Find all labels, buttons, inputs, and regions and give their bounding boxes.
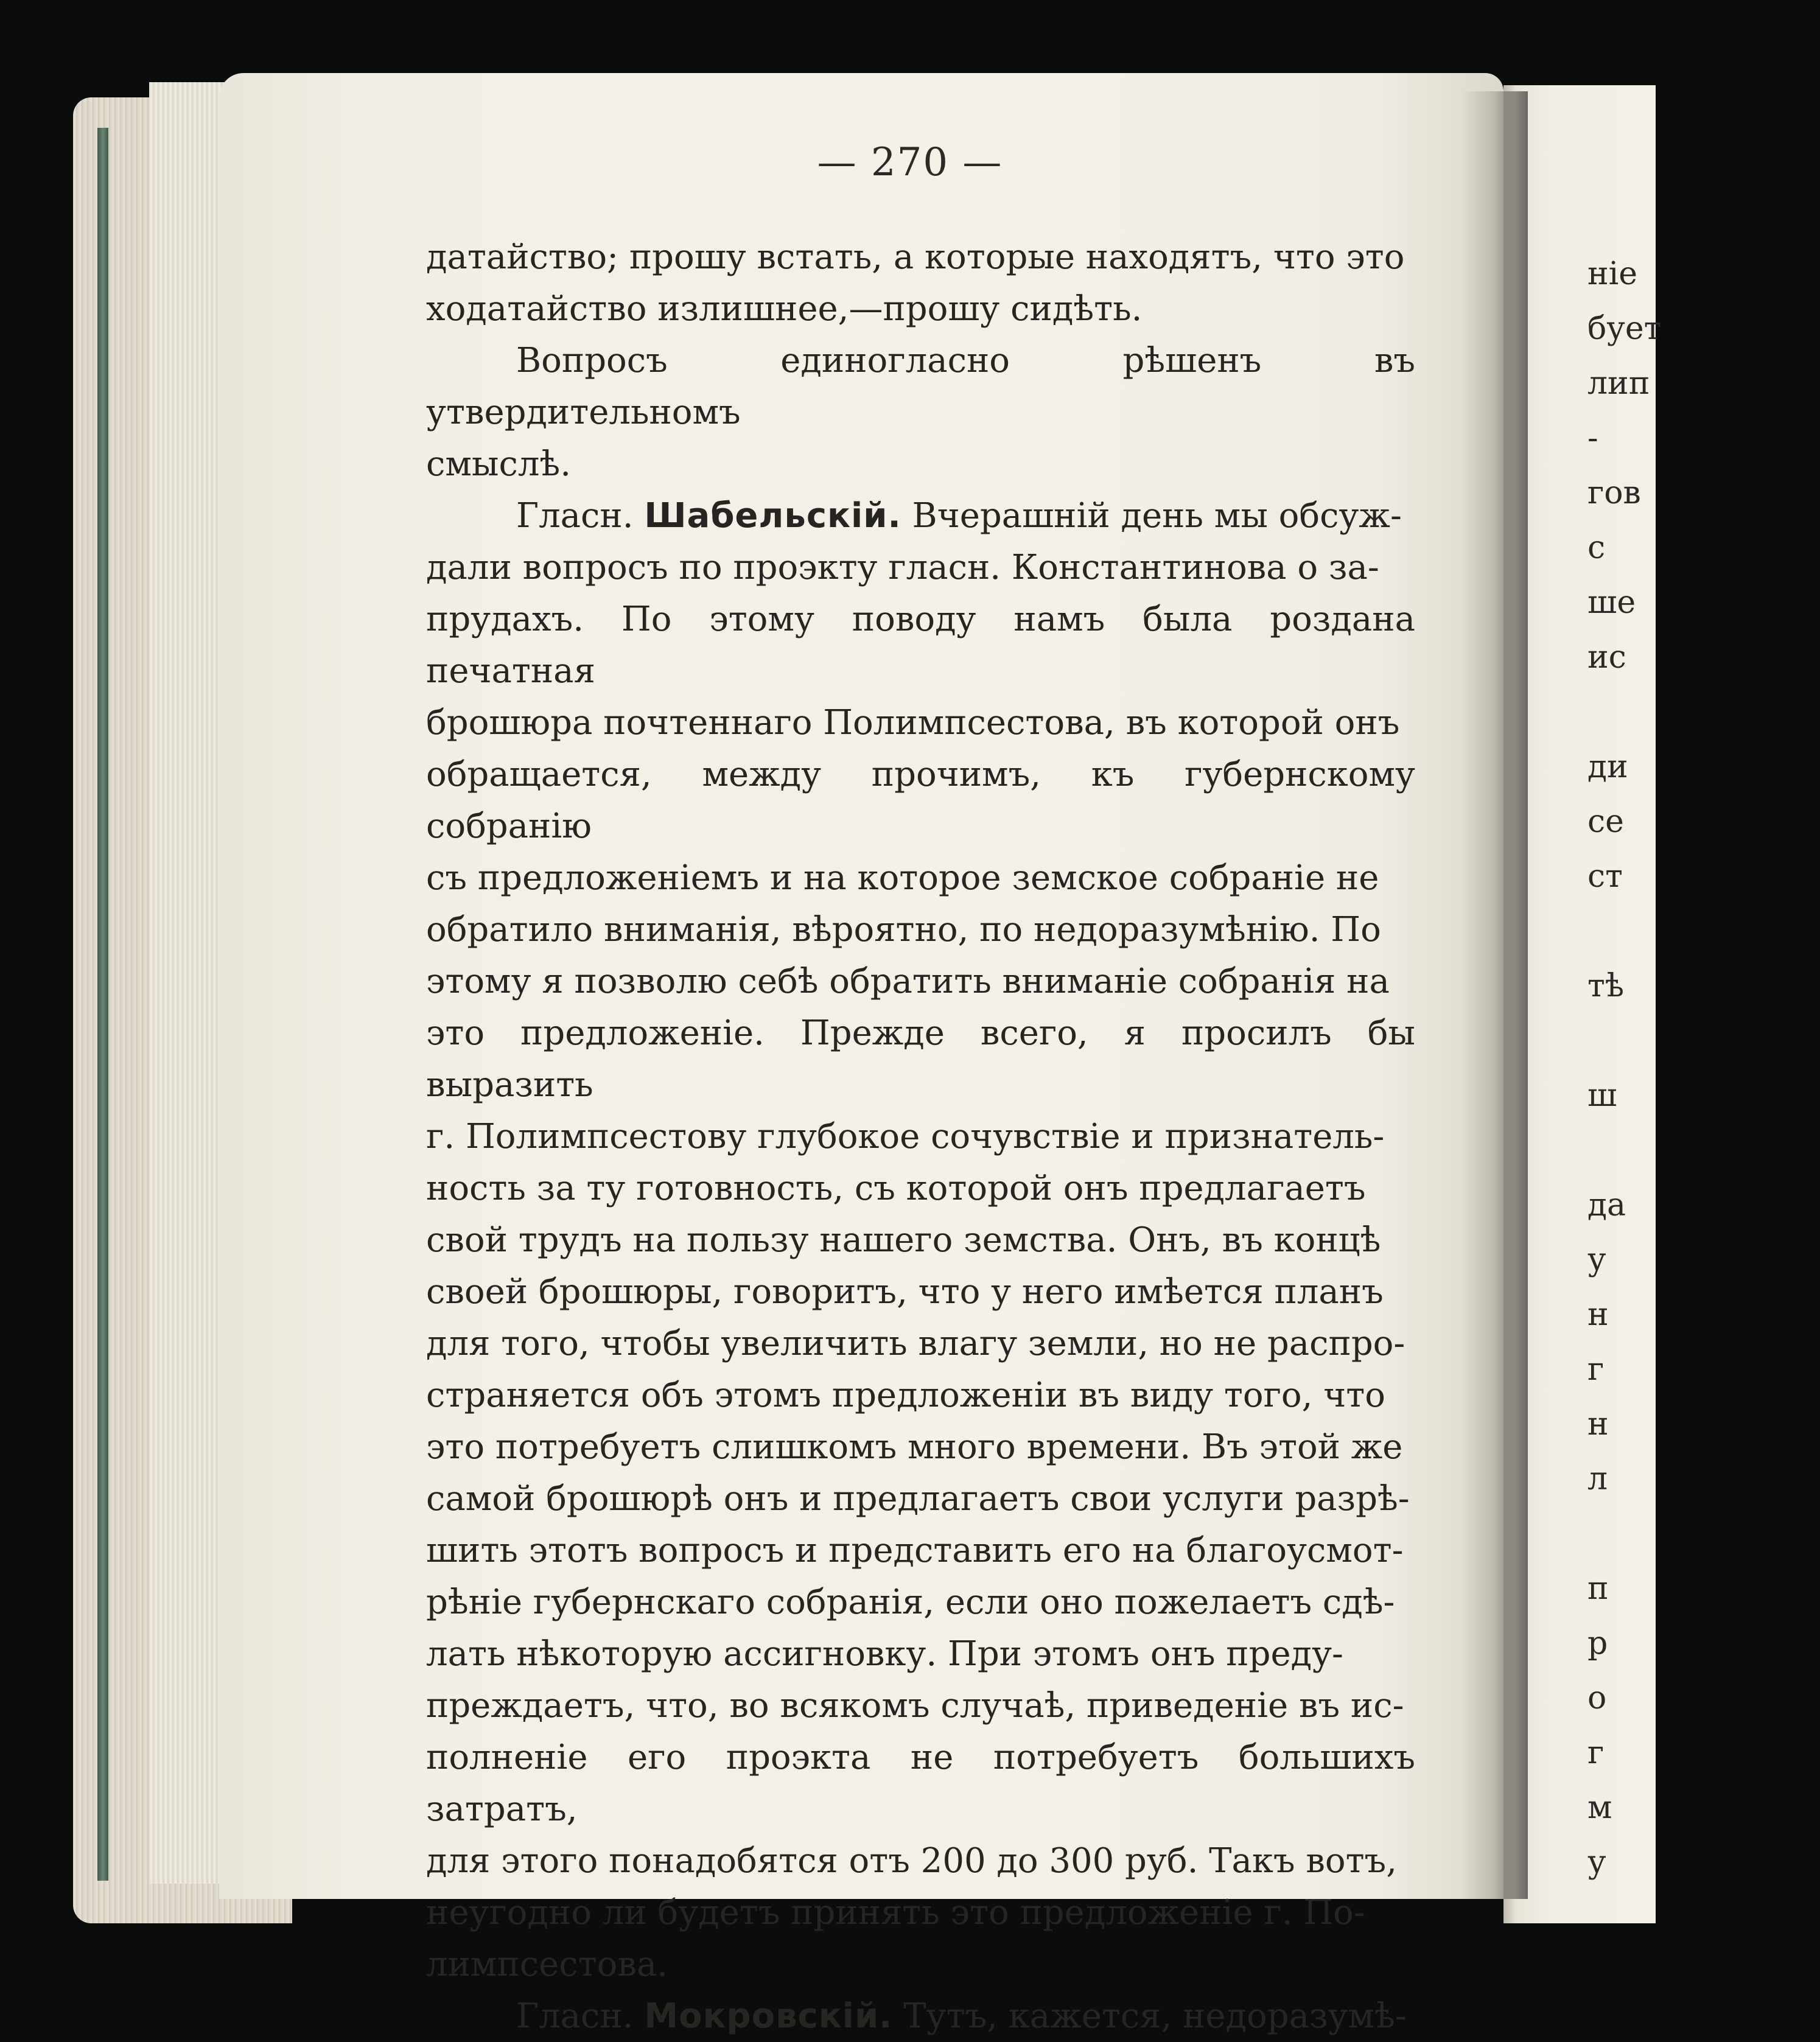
- book-gutter: [1461, 91, 1528, 1899]
- speaker-prefix: Гласн.: [516, 1996, 634, 2036]
- right-page-line: н: [1587, 1296, 1609, 1333]
- speaker-name: Мокровскій.: [644, 1996, 893, 2036]
- text-line: обращается, между прочимъ, къ губернскому собранію: [426, 755, 1415, 846]
- text-line: дали вопросъ по проэкту гласн. Константинова о за-: [426, 548, 1379, 587]
- text-line: съ предложеніемъ и на которое земское собраніе не: [426, 858, 1379, 898]
- paragraph: [426, 1990, 1415, 2042]
- text-line: обратило вниманія, вѣроятно, по недоразумѣнію. По: [426, 910, 1381, 949]
- speaker-prefix: Гласн.: [516, 496, 634, 536]
- paragraph: [426, 490, 1415, 1990]
- right-page-line: ст: [1587, 858, 1623, 895]
- right-page-line: о: [1587, 1680, 1607, 1716]
- right-page-line: гов: [1587, 475, 1641, 511]
- text-line: смыслѣ.: [426, 444, 571, 484]
- right-page-line: -: [1587, 420, 1598, 456]
- text-line: самой брошюрѣ онъ и предлагаетъ свои услуги разрѣ-: [426, 1479, 1410, 1519]
- right-page-line: [1587, 1506, 1661, 1561]
- right-page-line: ніе: [1587, 256, 1638, 292]
- right-page-line: [1587, 685, 1661, 740]
- text-line: рѣніе губернскаго собранія, если оно пожелаетъ сдѣ-: [426, 1582, 1395, 1622]
- right-page-line: р: [1587, 1625, 1608, 1662]
- text-line: Тутъ, кажется, недоразумѣ-: [903, 1996, 1407, 2036]
- text-line: для этого понадобятся отъ 200 до 300 руб. Такъ вотъ,: [426, 1841, 1397, 1881]
- right-page-line: м: [1587, 1789, 1612, 1826]
- text-line: это предложеніе. Прежде всего, я просилъ бы выразить: [426, 1013, 1415, 1105]
- right-page-line: у: [1587, 1242, 1606, 1278]
- right-page-line: [1587, 1013, 1661, 1068]
- right-page-line: н: [1587, 1406, 1609, 1442]
- text-line: неугодно ли будетъ принять это предложеніе г. По-: [426, 1893, 1365, 1932]
- right-page-line: [1587, 904, 1661, 959]
- text-line: брошюра почтеннаго Полимпсестова, въ которой онъ: [426, 703, 1400, 743]
- right-page-line: г: [1587, 1351, 1605, 1388]
- right-page-line: се: [1587, 803, 1624, 840]
- text-line: г. Полимпсестову глубокое сочувствіе и признатель-: [426, 1117, 1385, 1156]
- page-text: [426, 231, 1415, 2042]
- text-line: шить этотъ вопросъ и представить его на благоусмот-: [426, 1531, 1404, 1570]
- paragraph: [426, 231, 1415, 335]
- right-page-line: лип: [1587, 365, 1650, 402]
- right-page-line: ис: [1587, 639, 1626, 676]
- text-line: для того, чтобы увеличить влагу земли, но не распро-: [426, 1324, 1405, 1363]
- right-page-line: тѣ: [1587, 968, 1625, 1004]
- text-line: лать нѣкоторую ассигновку. При этомъ онъ преду-: [426, 1634, 1343, 1674]
- text-line: полненіе его проэкта не потребуетъ большихъ затратъ,: [426, 1738, 1415, 1829]
- text-line: свой трудъ на пользу нашего земства. Онъ, въ концѣ: [426, 1220, 1381, 1260]
- right-page-line: г: [1587, 1735, 1605, 1771]
- right-page-line: ше: [1587, 584, 1636, 621]
- text-line: датайство; прошу встать, а которые находятъ, что это: [426, 237, 1405, 277]
- text-line: преждаетъ, что, во всякомъ случаѣ, приведеніе въ ис-: [426, 1686, 1404, 1726]
- text-line: страняется объ этомъ предложеніи въ виду того, что: [426, 1376, 1385, 1415]
- cover-edge: [97, 128, 108, 1881]
- right-page-line: бует: [1587, 310, 1662, 347]
- page-number: — 270 —: [817, 140, 1003, 185]
- text-line: этому я позволю себѣ обратить вниманіе собранія на: [426, 962, 1390, 1001]
- right-page-line: с: [1587, 530, 1606, 566]
- text-line: Вопросъ единогласно рѣшенъ въ утвердительномъ: [426, 341, 1415, 432]
- text-line: прудахъ. По этому поводу намъ была роздана печатная: [426, 600, 1415, 691]
- text-line: Вчерашній день мы обсуж-: [912, 496, 1402, 536]
- paragraph: [426, 335, 1415, 490]
- right-page-line: п: [1587, 1570, 1609, 1607]
- right-page-line: ди: [1587, 749, 1628, 785]
- right-page-line: л: [1587, 1461, 1608, 1497]
- text-line: своей брошюры, говоритъ, что у него имѣется планъ: [426, 1272, 1384, 1312]
- right-page-line: да: [1587, 1187, 1626, 1223]
- speaker-name: Шабельскій.: [644, 496, 901, 536]
- text-line: ность за ту готовность, съ которой онъ предлагаетъ: [426, 1169, 1366, 1208]
- right-page-fragments: [1587, 247, 1661, 1890]
- text-line: ходатайство излишнее,—прошу сидѣть.: [426, 289, 1143, 329]
- text-line: лимпсестова.: [426, 1945, 668, 1984]
- right-page-line: у: [1587, 1844, 1606, 1881]
- text-line: это потребуетъ слишкомъ много времени. Въ этой же: [426, 1427, 1403, 1467]
- right-page-line: ш: [1587, 1077, 1617, 1114]
- right-page-line: [1587, 1123, 1661, 1178]
